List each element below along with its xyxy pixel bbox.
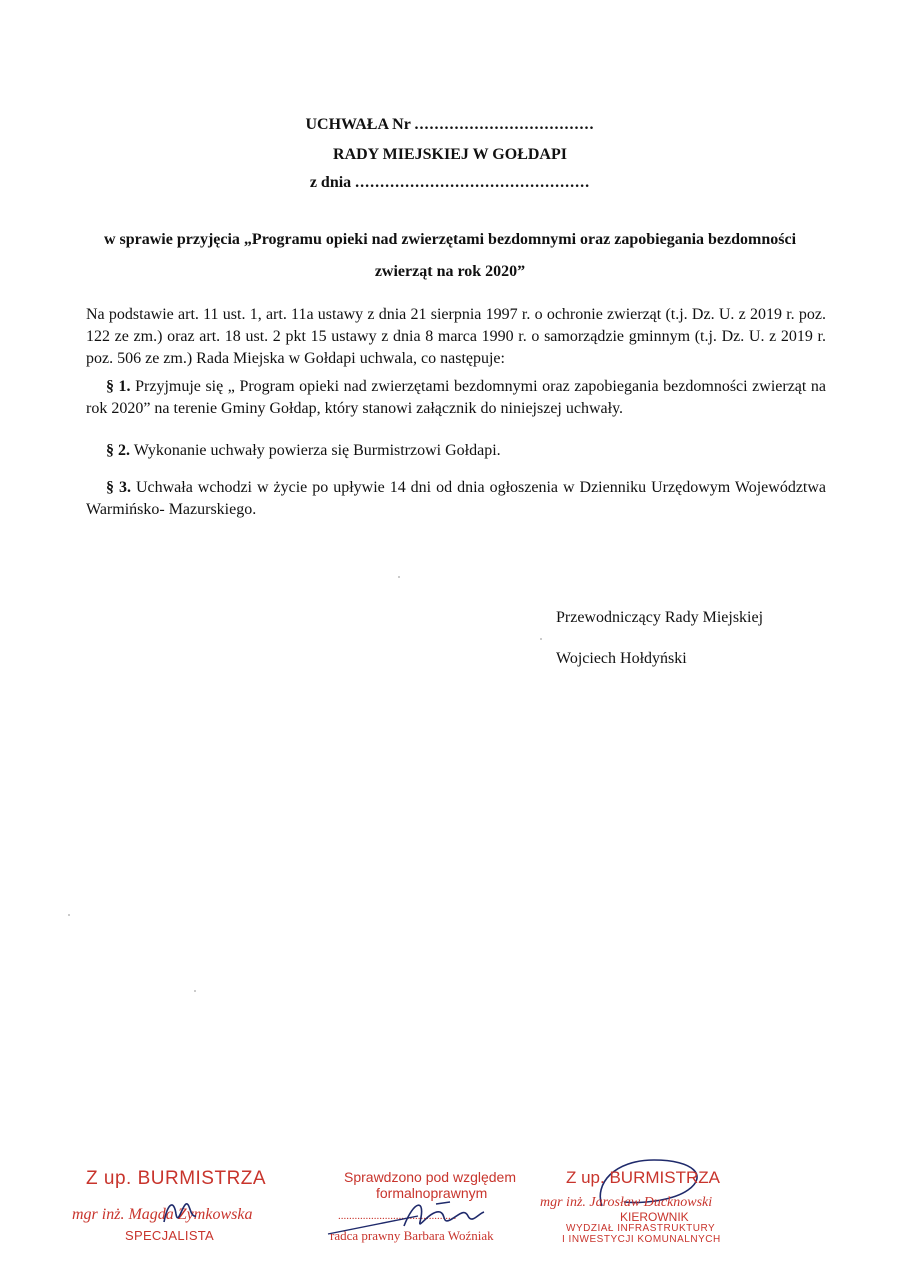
subject-line-1: w sprawie przyjęcia „Programu opieki nad zwierzętami bezdomnymi oraz zapobiegania bezdomności [103, 231, 797, 248]
section-2-label: § 2. [106, 442, 130, 459]
middle-stamp-signature-line: ........................................... [338, 1210, 457, 1222]
section-1-label: § 1. [106, 378, 131, 395]
resolution-subject [60, 224, 840, 288]
section-2-text: Wykonanie uchwały powierza się Burmistrzowi Gołdapi. [133, 442, 501, 459]
middle-stamp-line-1: Sprawdzono pod względem [344, 1169, 516, 1185]
section-2 [86, 440, 826, 462]
council-name: RADY MIEJSKIEJ W GOŁDAPI [333, 146, 567, 163]
left-stamp-name: mgr inż. Magda Zymkowska [72, 1206, 253, 1223]
resolution-date [0, 174, 900, 192]
signatory-name: Wojciech Hołdyński [556, 650, 687, 667]
right-stamp-authorization: Z up. BURMISTRZA [566, 1168, 720, 1187]
signatory-role: Przewodniczący Rady Miejskiej [556, 609, 764, 626]
middle-stamp-line-2: formalnoprawnym [376, 1185, 488, 1201]
left-stamp-authorization: Z up. BURMISTRZA [86, 1168, 267, 1189]
section-1-text: Przyjmuje się „ Program opieki nad zwierzętami bezdomnymi oraz zapobiegania bezdomności zwierząt na rok 2020” na terenie Gminy Gołdap, który stanowi załącznik do niniejszej uchwały. [86, 378, 827, 417]
right-stamp-name: mgr inż. Jarosław Ducknowski [540, 1195, 713, 1210]
legal-basis-preamble: Na podstawie art. 11 ust. 1, art. 11a ustawy z dnia 21 sierpnia 1997 r. o ochronie zwierząt (t.j. Dz. U. z 2019 r. poz. 122 ze zm.) oraz art. 18 ust. 2 pkt 15 ustawy z dnia 8 marca 1990 r. o samorządzie gminnym (t.j. Dz. U. z 2019 r. poz. 506 ze zm.) Rada Miejska w Gołdapi uchwala, co następuje: [86, 306, 826, 367]
section-1 [86, 376, 826, 420]
resolution-number-placeholder: .................................... [414, 116, 595, 133]
middle-handwritten-signature [318, 1196, 508, 1240]
middle-stamp-name: radca prawny Barbara Woźniak [330, 1228, 494, 1243]
section-3 [86, 477, 826, 521]
date-prefix: z dnia [309, 174, 352, 191]
right-stamp-department: WYDZIAŁ INFRASTRUKTURY [566, 1223, 716, 1234]
section-3-text: Uchwała wchodzi w życie po upływie 14 dni od dnia ogłoszenia w Dzienniku Urzędowym Województwa Warmińsko- Mazurskiego. [86, 479, 827, 518]
section-3-label: § 3. [106, 479, 131, 496]
date-placeholder: ............................................... [355, 174, 591, 191]
resolution-title: UCHWAŁA Nr [305, 116, 411, 133]
left-handwritten-signature [160, 1196, 200, 1230]
left-stamp-title: SPECJALISTA [125, 1228, 215, 1243]
resolution-number [0, 116, 900, 134]
right-stamp-title: KIEROWNIK [620, 1210, 689, 1224]
right-stamp-department-2: I INWESTYCJI KOMUNALNYCH [562, 1234, 721, 1245]
subject-line-2: zwierząt na rok 2020” [374, 263, 526, 280]
